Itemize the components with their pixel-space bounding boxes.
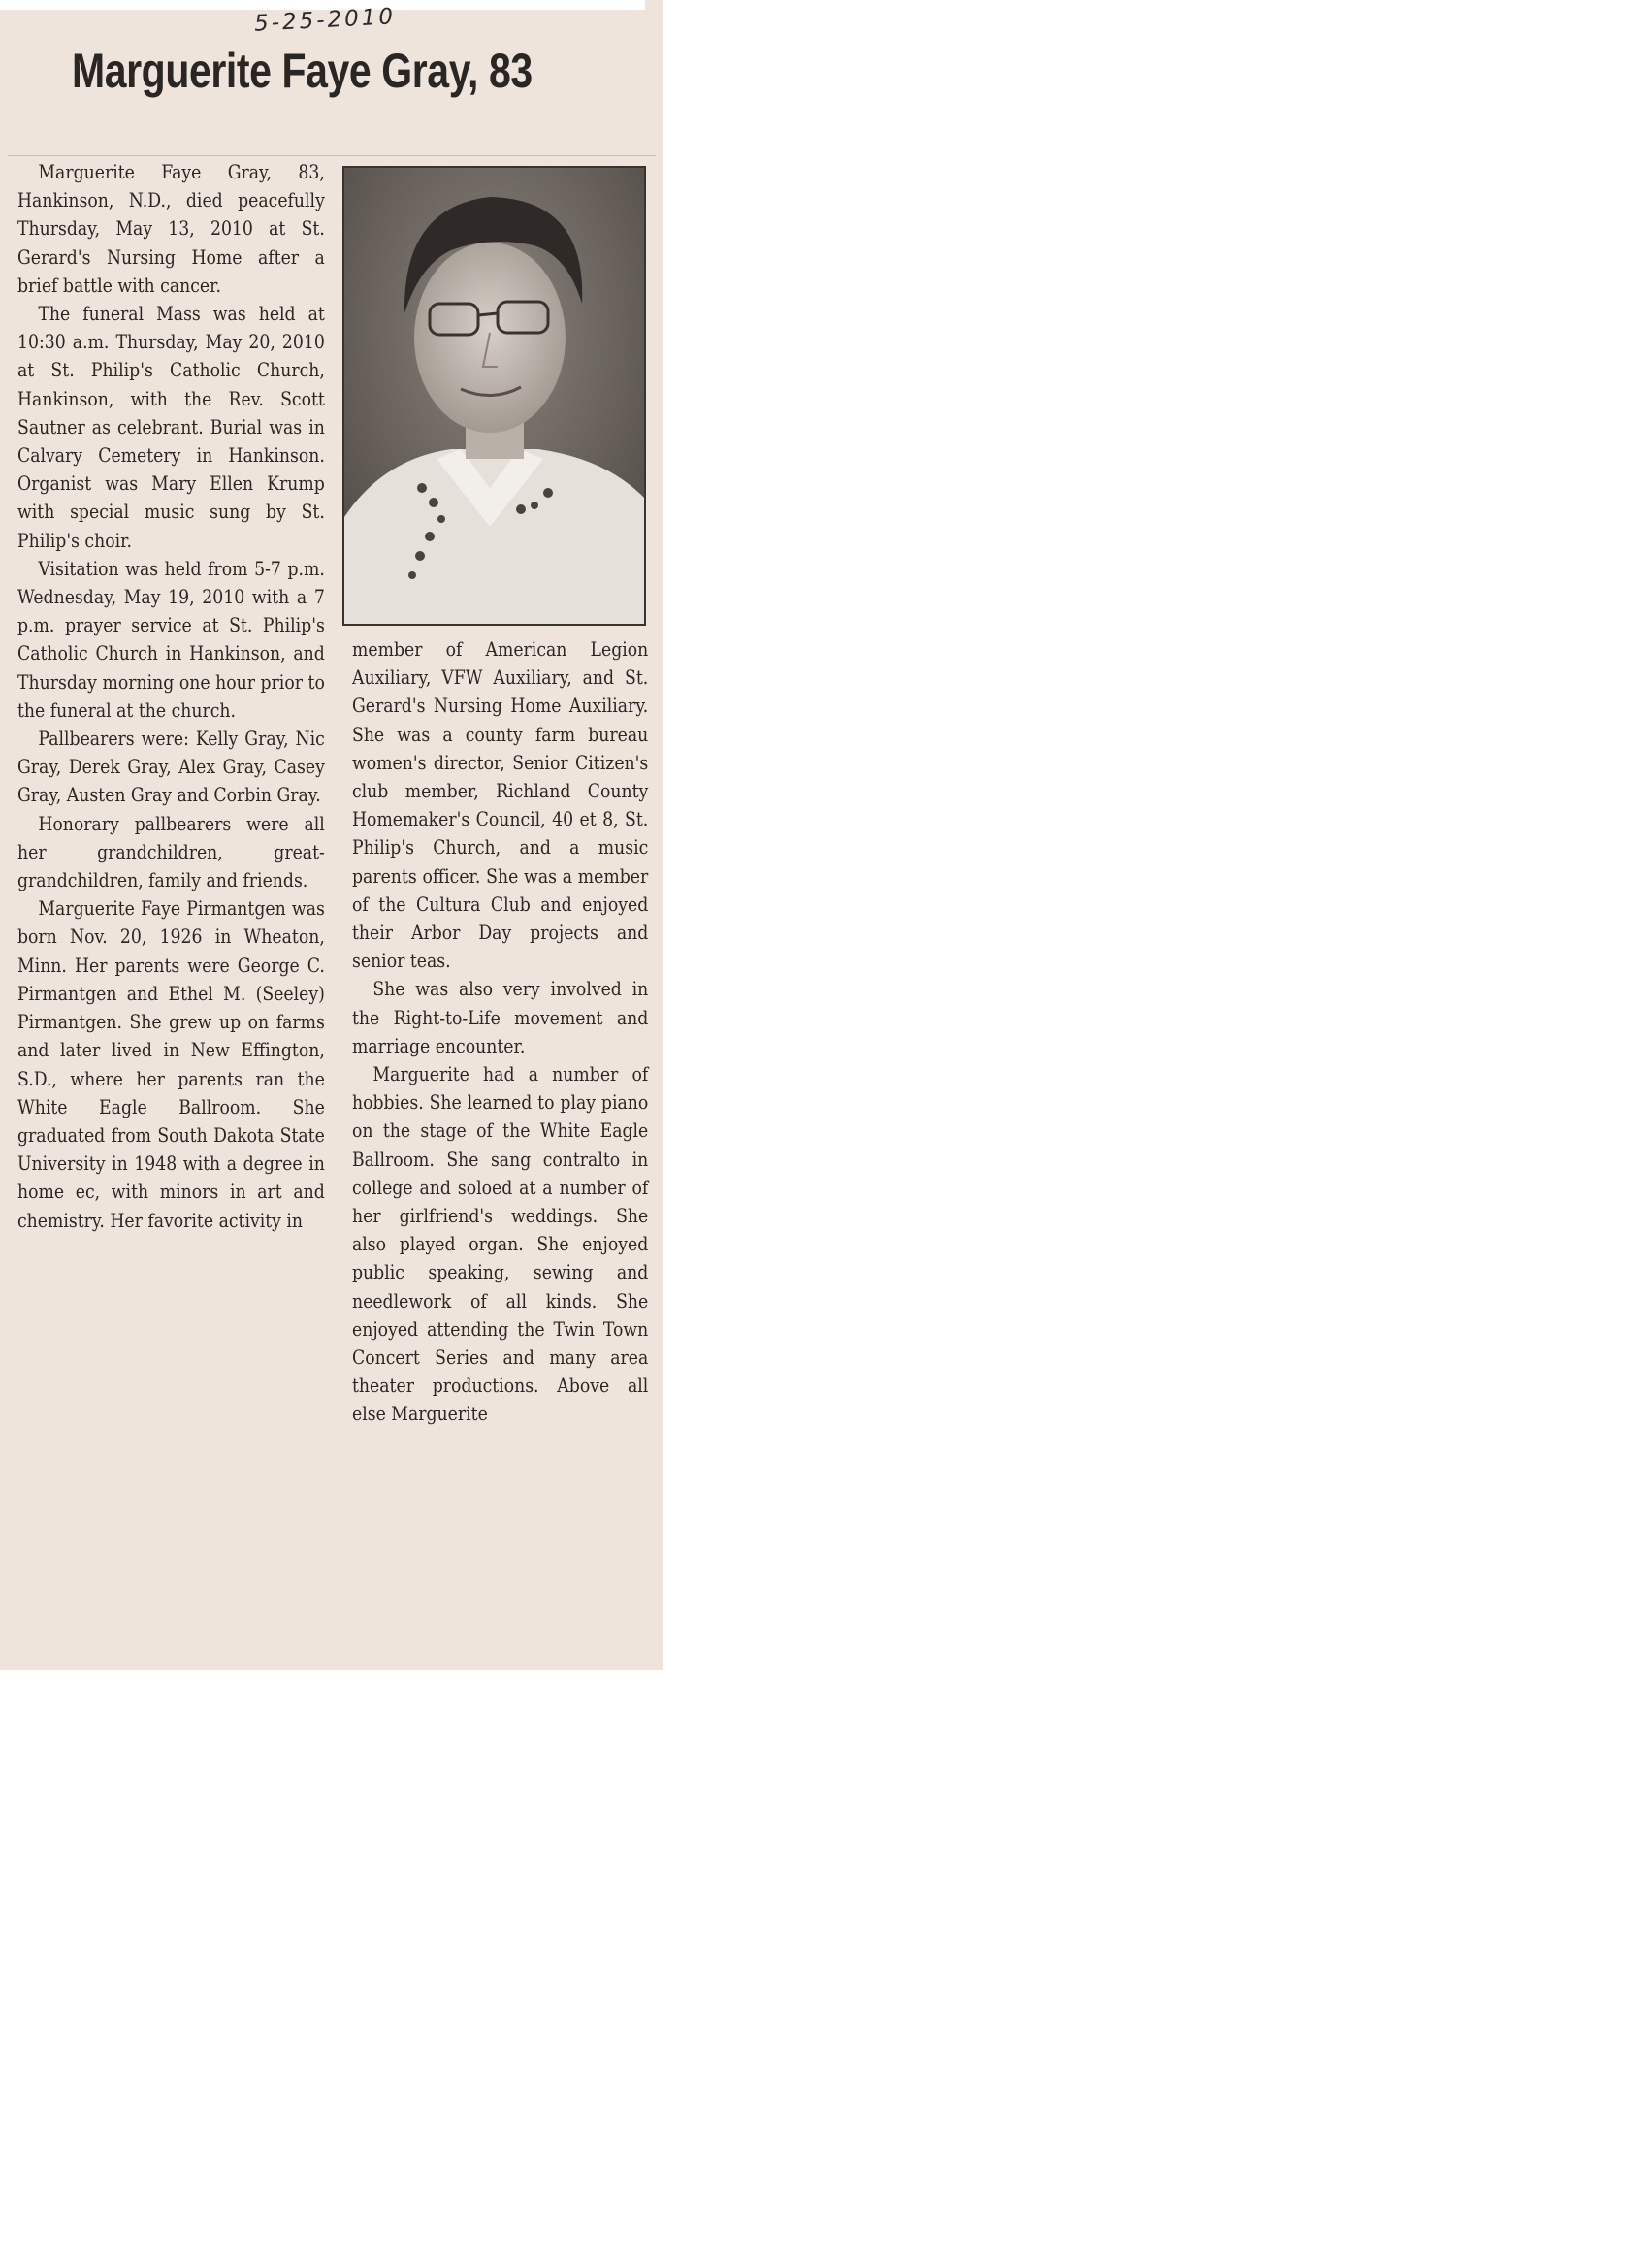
handwritten-date: 5-25-2010 — [253, 4, 397, 37]
paragraph: Marguerite Faye Pirmantgen was born Nov. 20, 1926 in Wheaton, Minn. Her parents were George C. Pirmantgen and Ethel M. (Seeley) Pirmantgen. She grew up on farms and later lived in New Effington, S.D., where her parents ran the White Eagle Ballroom. She graduated from South Dakota State University in 1948 with a degree in home ec, with minors in art and chemistry. Her favorite activity in — [17, 897, 325, 1232]
paragraph: Honorary pallbearers were all her grandchildren, great-grandchildren, family and friends. — [17, 812, 325, 892]
obituary-headline: Marguerite Faye Gray, 83 — [72, 44, 533, 98]
text-column-1 — [17, 158, 325, 1235]
paragraph: She was also very involved in the Right-to-Life movement and marriage encounter. — [352, 978, 649, 1057]
paragraph: member of American Legion Auxiliary, VFW Auxiliary, and St. Gerard's Nursing Home Auxiliary. She was a county farm bureau women's director, Senior Citizen's club member, Richland County Homemaker's Council, 40 et 8, St. Philip's Church, and a music parents officer. She was a member of the Cultura Club and enjoyed their Arbor Day projects and senior teas. — [352, 638, 649, 973]
portrait-photo — [342, 166, 646, 626]
paragraph: Marguerite had a number of hobbies. She learned to play piano on the stage of the White Eagle Ballroom. She sang contralto in college and soloed at a number of her girlfriend's weddings. She also played organ. She enjoyed public speaking, sewing and needlework of all kinds. She enjoyed attending the Twin Town Concert Series and many area theater productions. Above all else Marguerite — [352, 1063, 649, 1426]
paragraph: The funeral Mass was held at 10:30 a.m. Thursday, May 20, 2010 at St. Philip's Catholic Church, Hankinson, with the Rev. Scott Sautner as celebrant. Burial was in Calvary Cemetery in Hankinson. Organist was Mary Ellen Krump with special music sung by St. Philip's choir. — [17, 303, 325, 552]
paragraph: Visitation was held from 5-7 p.m. Wednesday, May 19, 2010 with a 7 p.m. prayer service at St. Philip's Catholic Church in Hankinson, and Thursday morning one hour prior to the funeral at the church. — [17, 557, 325, 722]
obituary-clipping — [0, 0, 663, 1670]
paragraph: Marguerite Faye Gray, 83, Hankinson, N.D., died peacefully Thursday, May 13, 2010 at St. Gerard's Nursing Home after a brief battle with cancer. — [17, 161, 325, 297]
portrait-icon — [344, 168, 644, 624]
text-column-2 — [352, 635, 648, 1429]
paragraph: Pallbearers were: Kelly Gray, Nic Gray, Derek Gray, Alex Gray, Casey Gray, Austen Gray and Corbin Gray. — [17, 728, 325, 807]
headline-rule — [8, 155, 656, 156]
